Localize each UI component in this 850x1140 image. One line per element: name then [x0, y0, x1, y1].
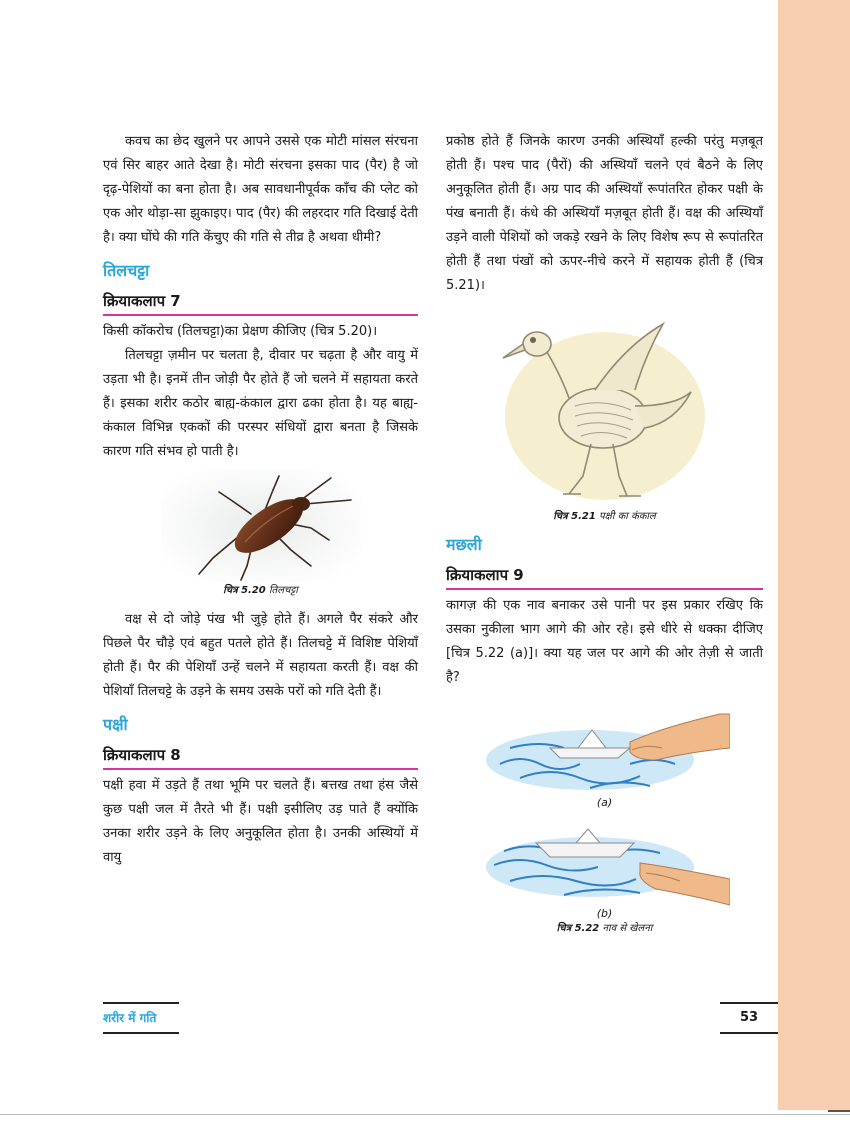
figure-5-22-number: चित्र 5.22	[556, 923, 600, 934]
activity-8-heading: क्रियाकलाप 8	[103, 744, 418, 770]
activity-7-heading: क्रियाकलाप 7	[103, 290, 418, 316]
bird-skeleton-illustration	[495, 306, 715, 506]
footer-chapter	[103, 1002, 179, 1034]
paper-boat-pointed-illustration	[480, 704, 730, 796]
page-bottom-rule	[0, 1114, 850, 1115]
bird-heading: पक्षी	[103, 715, 128, 734]
activity-8-para-1: पक्षी हवा में उड़ते हैं तथा भूमि पर चलते हैं। बत्तख तथा हंस जैसे कुछ पक्षी जल में तैरते भी हैं। पक्षी इसीलिए उड़ पाते हैं क्योंकि उनका शरीर उड़ने के लिए अनुकूलित होता है। उनकी अस्थियों में वायु	[103, 778, 418, 865]
footer-chapter-title: शरीर में गति	[103, 1011, 157, 1025]
corner-mark	[828, 1110, 850, 1112]
figure-5-21-title: पक्षी का कंकाल	[599, 511, 656, 522]
activity-7-body	[103, 320, 418, 464]
side-margin-band	[778, 0, 850, 1110]
figure-5-22-caption	[446, 922, 763, 936]
figure-5-21-number: चित्र 5.21	[553, 511, 596, 522]
footer-page-box	[720, 1002, 778, 1034]
bird-bones-paragraph: प्रकोष्ठ होते हैं जिनके कारण उनकी अस्थियाँ हल्की परंतु मज़बूत होती हैं। पश्च पाद (पैरों) की अस्थियाँ चलने एवं बैठने के लिए अनुकूलित होती हैं। अग्र पाद की अस्थियाँ रूपांतरित होकर पक्षी के पंख बनाती हैं। कंधे की अस्थियाँ मज़बूत होती हैं। वक्ष की अस्थियाँ उड़ने वाली पेशियों को जकड़े रखने के लिए विशेष रूप से रूपांतरित होती हैं तथा पंखों को ऊपर-नीचे करने में सहायक होती हैं (चित्र 5.21)।	[446, 134, 763, 293]
activity-7-para-1: किसी कॉकरोच (तिलचट्टा)का प्रेक्षण कीजिए (चित्र 5.20)।	[103, 324, 378, 339]
figure-5-20-caption	[103, 584, 418, 598]
left-column	[103, 130, 418, 870]
fish-heading: मछली	[446, 535, 482, 554]
paper-boat-flat-illustration	[480, 815, 730, 907]
figure-5-22-label-b: (b)	[596, 907, 613, 920]
figure-5-22-title: नाव से खेलना	[602, 923, 653, 934]
cockroach-heading: तिलचट्टा	[103, 261, 150, 280]
figure-5-22	[446, 704, 763, 936]
activity-9-heading: क्रियाकलाप 9	[446, 564, 763, 590]
activity-9-para-1: कागज़ की एक नाव बनाकर उसे पानी पर इस प्रकार रखिए कि उसका नुकीला भाग आगे की ओर रहे। इसे धीरे से धक्का दीजिए [चित्र 5.22 (a)]। क्या यह जल पर आगे की ओर तेज़ी से जाती है?	[446, 598, 763, 685]
snail-paragraph: कवच का छेद खुलने पर आपने उससे एक मोटी मांसल संरचना एवं सिर बाहर आते देखा है। मोटी संरचना इसका पाद (पैर) है जो दृढ़-पेशियों का बना होता है। अब सावधानीपूर्वक काँच की प्लेट को एक ओर थोड़ा-सा झुकाइए। पाद (पैर) की लहरदार गति दिखाई देती है। क्या घोंघे की गति केंचुए की गति से तीव्र है अथवा धीमी?	[103, 134, 418, 245]
activity-9-body	[446, 594, 763, 690]
activity-8-body	[103, 774, 418, 870]
figure-5-21-caption	[446, 510, 763, 524]
figure-5-20-number: चित्र 5.20	[223, 585, 266, 596]
cockroach-wings-paragraph: वक्ष से दो जोड़े पंख भी जुड़े होते हैं। अगले पैर संकरे और पिछले पैर चौड़े एवं बहुत पतले होते हैं। तिलचट्टे में विशिष्ट पेशियाँ होती हैं। पैर की पेशियाँ उन्हें चलने में सहायता करती हैं। वक्ष की पेशियाँ तिलचट्टे के उड़ने के समय उसके परों को गति देती हैं।	[103, 612, 418, 699]
figure-5-20	[103, 470, 418, 598]
cockroach-illustration	[161, 470, 361, 582]
figure-5-20-title: तिलचट्टा	[268, 585, 298, 596]
activity-7-para-2: तिलचट्टा ज़मीन पर चलता है, दीवार पर चढ़ता है और वायु में उड़ता भी है। इनमें तीन जोड़ी पैर होते हैं जो चलने में सहायता करते हैं। इसका शरीर कठोर बाह्य-कंकाल द्वारा ढका होता है। यह बाह्य-कंकाल विभिन्न एककों की परस्पर संधियों द्वारा बनता है जिसके कारण गति संभव हो पाती है।	[103, 348, 418, 459]
right-column	[446, 130, 763, 936]
page-number: 53	[739, 1010, 759, 1025]
figure-5-21	[446, 306, 763, 524]
figure-5-22-label-a: (a)	[596, 796, 613, 809]
